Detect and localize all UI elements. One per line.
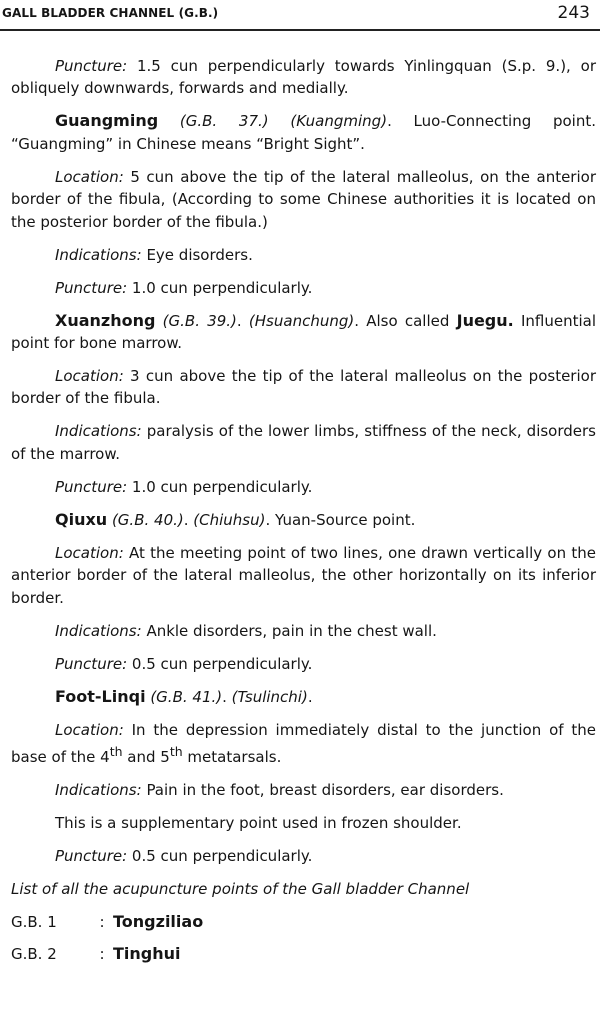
page-number: 243 — [557, 3, 590, 23]
location-paragraph — [11, 719, 596, 769]
page-body — [11, 55, 596, 976]
header-rule — [0, 29, 600, 31]
point-code: (G.B. 39.) — [155, 311, 237, 330]
point-name: Qiuxu — [55, 509, 108, 529]
puncture-text: 1.0 cun perpendicularly. — [127, 278, 313, 297]
indications-text: paralysis of the lower limbs, stiffness of the neck, disorders of the marrow. — [11, 422, 596, 463]
indications-text: Eye disorders. — [141, 245, 253, 264]
running-head: GALL BLADDER CHANNEL (G.B.) — [2, 6, 219, 20]
point-separator: . — [222, 687, 232, 706]
supplementary-note: This is a supplementary point used in frozen shoulder. — [55, 814, 462, 833]
indications-label: Indications: — [55, 422, 142, 441]
indications-paragraph — [11, 420, 596, 465]
list-item-code: G.B. 2 — [11, 945, 57, 964]
point-heading-foot-linqi — [11, 686, 596, 708]
indications-text: Ankle disorders, pain in the chest wall. — [141, 621, 437, 640]
point-alt-name: (Chiuhsu) — [193, 510, 266, 529]
puncture-text: 0.5 cun perpendicularly. — [127, 654, 313, 673]
puncture-label: Puncture: — [55, 57, 128, 75]
point-alt-name: (Hsuanchung) — [248, 311, 355, 330]
point-heading-qiuxu — [11, 509, 596, 531]
list-item — [11, 943, 596, 965]
indications-paragraph — [11, 244, 596, 266]
puncture-paragraph — [11, 845, 596, 867]
location-paragraph — [11, 542, 596, 609]
puncture-label: Puncture: — [55, 477, 128, 496]
point-name: Foot-Linqi — [55, 686, 146, 706]
indications-text: Pain in the foot, breast disorders, ear disorders. — [141, 781, 504, 800]
point-name: Xuanzhong — [55, 310, 156, 330]
point-separator: . — [183, 510, 194, 529]
point-description: . Yuan-Source point. — [265, 510, 416, 529]
indications-label: Indications: — [55, 245, 142, 264]
location-label: Location: — [55, 167, 124, 186]
points-list-caption: List of all the acupuncture points of the Gall bladder Channel — [11, 880, 470, 899]
indications-label: Indications: — [55, 621, 142, 640]
puncture-text: 1.0 cun perpendicularly. — [127, 477, 313, 496]
point-code: (G.B. 40.) — [107, 510, 184, 529]
location-text: 5 cun above the tip of the lateral malleolus, on the anterior border of the fibula, (According to some Chinese authorities it is located on the posterior border of the fibula.) — [11, 167, 596, 231]
puncture-paragraph-previous — [11, 55, 596, 100]
point-description: . Luo-Connecting point. “Guangming” in Chinese means “Bright Sight”. — [11, 112, 596, 153]
location-label: Location: — [55, 367, 124, 386]
location-label: Location: — [55, 543, 124, 562]
list-item — [11, 911, 596, 933]
superscript-th: th — [109, 744, 123, 760]
location-text: In the depression immediately distal to the junction of the base of the 4 — [11, 720, 596, 767]
list-item-name: Tongziliao — [113, 912, 204, 932]
point-separator: . — [236, 311, 249, 330]
point-description: . Also called — [354, 311, 457, 330]
indications-paragraph — [11, 620, 596, 642]
superscript-th: th — [169, 744, 183, 760]
list-item-separator: : — [99, 913, 105, 932]
point-heading-guangming — [11, 110, 596, 155]
location-text: At the meeting point of two lines, one drawn vertically on the anterior border of the lateral malleolus, the other horizontally on its inferior border. — [11, 543, 596, 607]
page-header — [0, 0, 600, 34]
point-description-end: Influential point for bone marrow. — [11, 311, 596, 353]
point-name: Guangming — [55, 111, 159, 131]
location-text-end: metatarsals. — [182, 748, 282, 767]
location-text: 3 cun above the tip of the lateral malleolus on the posterior border of the fibula. — [11, 367, 596, 408]
indications-label: Indications: — [55, 781, 142, 800]
list-item-name: Tinghui — [113, 944, 181, 964]
puncture-label: Puncture: — [55, 654, 128, 673]
puncture-paragraph — [11, 653, 596, 675]
point-heading-xuanzhong — [11, 310, 596, 355]
point-alias: Juegu. — [456, 310, 514, 330]
location-label: Location: — [55, 720, 124, 739]
location-paragraph — [11, 365, 596, 410]
point-alt-name: (Tsulinchi) — [231, 687, 308, 706]
location-paragraph — [11, 166, 596, 233]
point-code: (G.B. 41.) — [145, 687, 223, 706]
puncture-text: 0.5 cun perpendicularly. — [127, 847, 313, 866]
list-item-code: G.B. 1 — [11, 913, 57, 932]
indications-paragraph — [11, 779, 596, 801]
puncture-paragraph — [11, 476, 596, 498]
puncture-label: Puncture: — [55, 847, 128, 866]
location-text-middle: and 5 — [122, 748, 170, 767]
puncture-paragraph — [11, 277, 596, 299]
point-alt-name: (Kuangming) — [290, 112, 388, 131]
point-heading-end: . — [307, 687, 313, 706]
puncture-text: 1.5 cun perpendicularly towards Yinlingquan (S.p. 9.), or obliquely downwards, forwards and medially. — [11, 57, 596, 98]
puncture-label: Puncture: — [55, 278, 128, 297]
point-code: (G.B. 37.) — [158, 112, 291, 131]
list-item-separator: : — [99, 945, 105, 964]
